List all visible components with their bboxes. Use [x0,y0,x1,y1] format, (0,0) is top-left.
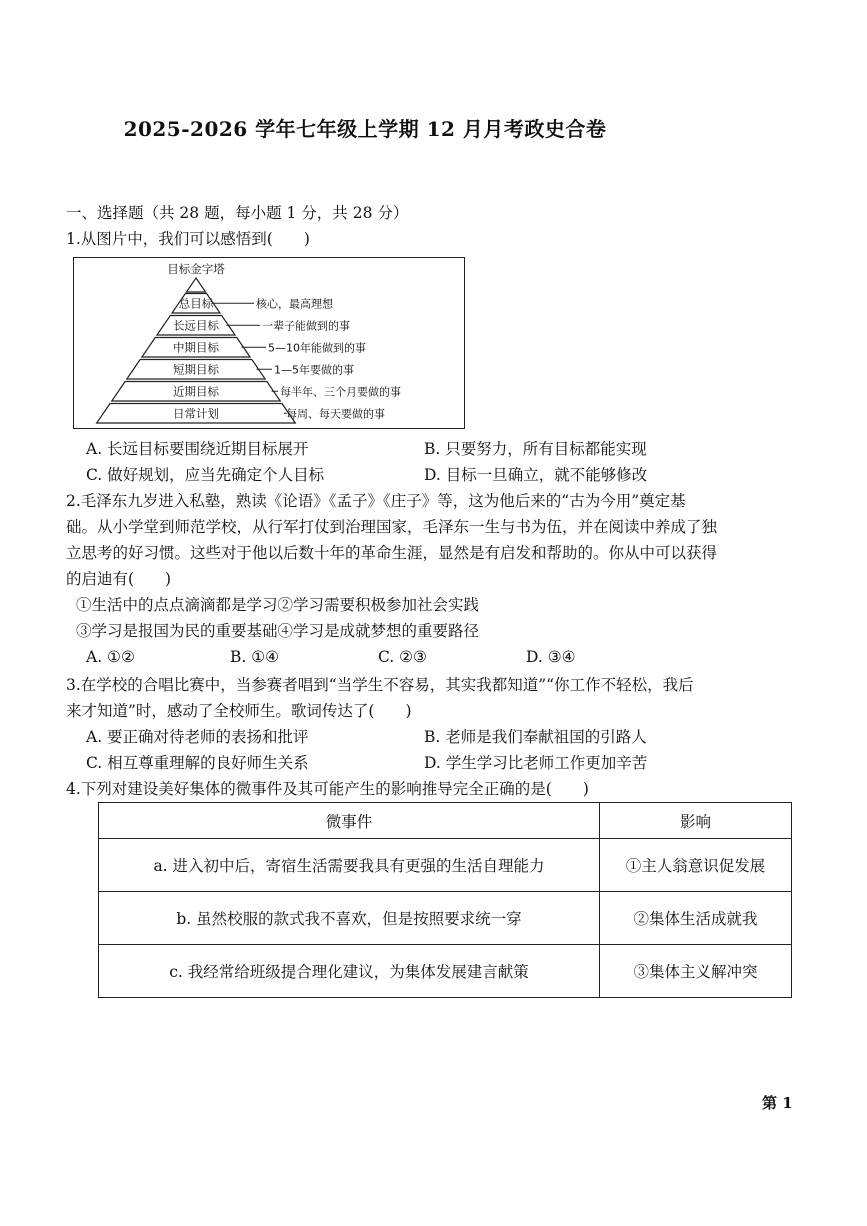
pyramid-level-note: 核心，最高理想 [256,297,333,311]
pyramid-title: 目标金字塔 [167,262,225,276]
q2-stem-line-3: 立思考的好习惯。这些对于他以后数十年的革命生涯，显然是有启发和帮助的。你从中可以获得 [66,544,718,562]
q3-option-d: D. 学生学习比老师工作更加辛苦 [424,754,648,772]
q4-table [98,802,792,998]
pyramid-level-note: 1—5年要做的事 [274,363,354,377]
table-cell-effect: ①主人翁意识促发展 [600,839,792,892]
pyramid-level-label: 中期目标 [173,340,219,355]
q2-statement-1: ①生活中的点点滴滴都是学习②学习需要积极参加社会实践 [76,596,480,614]
table-cell-event: b. 虽然校服的款式我不喜欢，但是按照要求统一穿 [99,892,600,945]
q3-option-c: C. 相互尊重理解的良好师生关系 [86,754,309,772]
section-heading: 一、选择题（共 28 题，每小题 1 分，共 28 分） [66,204,409,222]
q1-option-a: A. 长远目标要围绕近期目标展开 [86,440,309,458]
goal-pyramid-svg [74,258,466,430]
table-cell-event: c. 我经常给班级提合理化建议，为集体发展建言献策 [99,945,600,998]
q2-stem-line-4: 的启迪有( ) [66,570,172,588]
q3-option-b: B. 老师是我们奉献祖国的引路人 [424,728,647,746]
q2-option-b: B. ①④ [230,648,280,666]
pyramid-level-note: 5—10年能做到的事 [268,341,366,355]
exam-title: 2025-2026 学年七年级上学期 12 月月考政史合卷 [123,117,607,141]
q1-option-d: D. 目标一旦确立，就不能够修改 [424,466,648,484]
table-row [99,839,792,892]
table-cell-event: a. 进入初中后，寄宿生活需要我具有更强的生活自理能力 [99,839,600,892]
table-row [99,892,792,945]
pyramid-level-label: 日常计划 [173,406,219,421]
table-header-row [99,803,792,839]
q1-option-b: B. 只要努力，所有目标都能实现 [424,440,647,458]
page-number: 第 1 [762,1094,793,1112]
table-cell-effect: ③集体主义解冲突 [600,945,792,998]
question-1-stem: 1.从图片中，我们可以感悟到( ) [66,230,310,248]
table-header-event: 微事件 [99,803,600,839]
q2-stem-line-2: 础。从小学堂到师范学校，从行军打仗到治理国家，毛泽东一生与书为伍，并在阅读中养成了独 [66,518,718,536]
pyramid-level-label: 短期目标 [173,362,219,377]
q2-option-c: C. ②③ [378,648,427,666]
pyramid-level-note: 每半年、三个月要做的事 [280,385,401,399]
pyramid-level-label: 近期目标 [173,384,219,399]
pyramid-level-label: 总目标 [178,296,214,311]
pyramid-level-note: 每周、每天要做的事 [286,407,385,421]
q2-option-d: D. ③④ [526,648,576,666]
q1-option-c: C. 做好规划，应当先确定个人目标 [86,466,325,484]
pyramid-level-label: 长远目标 [173,318,219,333]
q3-option-a: A. 要正确对待老师的表扬和批评 [86,728,309,746]
table-row [99,945,792,998]
pyramid-apex [186,278,205,292]
goal-pyramid-figure [73,257,465,429]
q3-stem-line-2: 来才知道”时，感动了全校师生。歌词传达了( ) [66,702,412,720]
pyramid-level-note: 一辈子能做到的事 [262,319,350,333]
table-header-effect: 影响 [600,803,792,839]
table-cell-effect: ②集体生活成就我 [600,892,792,945]
q4-stem: 4.下列对建设美好集体的微事件及其可能产生的影响推导完全正确的是( ) [66,780,589,798]
q2-statement-2: ③学习是报国为民的重要基础④学习是成就梦想的重要路径 [76,622,480,640]
q3-stem-line-1: 3.在学校的合唱比赛中，当参赛者唱到“当学生不容易，其实我都知道”“你工作不轻松，我后 [66,676,694,694]
q2-stem-line-1: 2.毛泽东九岁进入私塾，熟读《论语》《孟子》《庄子》等，这为他后来的“古为今用”奠定基 [66,492,686,510]
q2-option-a: A. ①② [86,648,135,666]
